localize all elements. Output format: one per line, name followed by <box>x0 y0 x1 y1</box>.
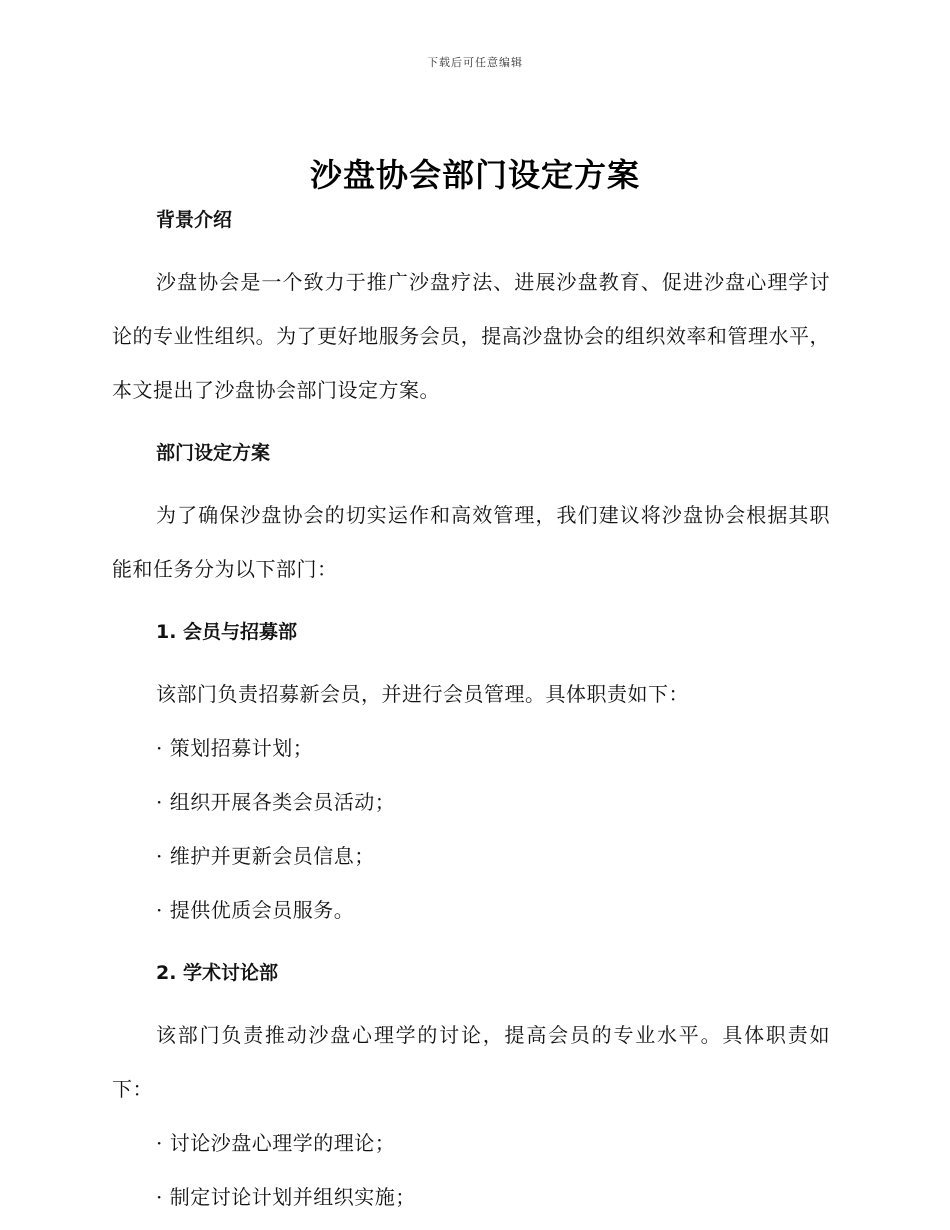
paragraph-background: 沙盘协会是一个致力于推广沙盘疗法、进展沙盘教育、促进沙盘心理学讨论的专业性组织。为了更好地服务会员，提高沙盘协会的组织效率和管理水平，本文提出了沙盘协会部门设定方案。 <box>112 270 830 402</box>
paragraph-plan: 为了确保沙盘协会的切实运作和高效管理，我们建议将沙盘协会根据其职能和任务分为以下部门： <box>112 503 830 581</box>
document-body <box>112 198 830 1224</box>
list-item: · 策划招募计划； <box>156 736 314 760</box>
list-item: · 组织开展各类会员活动； <box>156 790 396 814</box>
paragraph-dept1-intro: 该部门负责招募新会员，并进行会员管理。具体职责如下： <box>156 682 689 706</box>
list-item: · 维护并更新会员信息； <box>156 844 375 868</box>
section-heading-background: 背景介绍 <box>156 209 233 231</box>
section-heading-dept2: 2. 学术讨论部 <box>156 962 279 984</box>
section-heading-dept1: 1. 会员与招募部 <box>156 621 298 643</box>
list-item: · 制定讨论计划并组织实施； <box>156 1185 416 1209</box>
header-note: 下载后可任意编辑 <box>427 56 523 69</box>
list-item: · 讨论沙盘心理学的理论； <box>156 1131 396 1155</box>
paragraph-dept2-intro: 该部门负责推动沙盘心理学的讨论，提高会员的专业水平。具体职责如下： <box>112 1023 830 1101</box>
section-heading-plan: 部门设定方案 <box>156 442 271 464</box>
list-item: · 提供优质会员服务。 <box>156 898 355 922</box>
document-title: 沙盘协会部门设定方案 <box>309 156 640 194</box>
